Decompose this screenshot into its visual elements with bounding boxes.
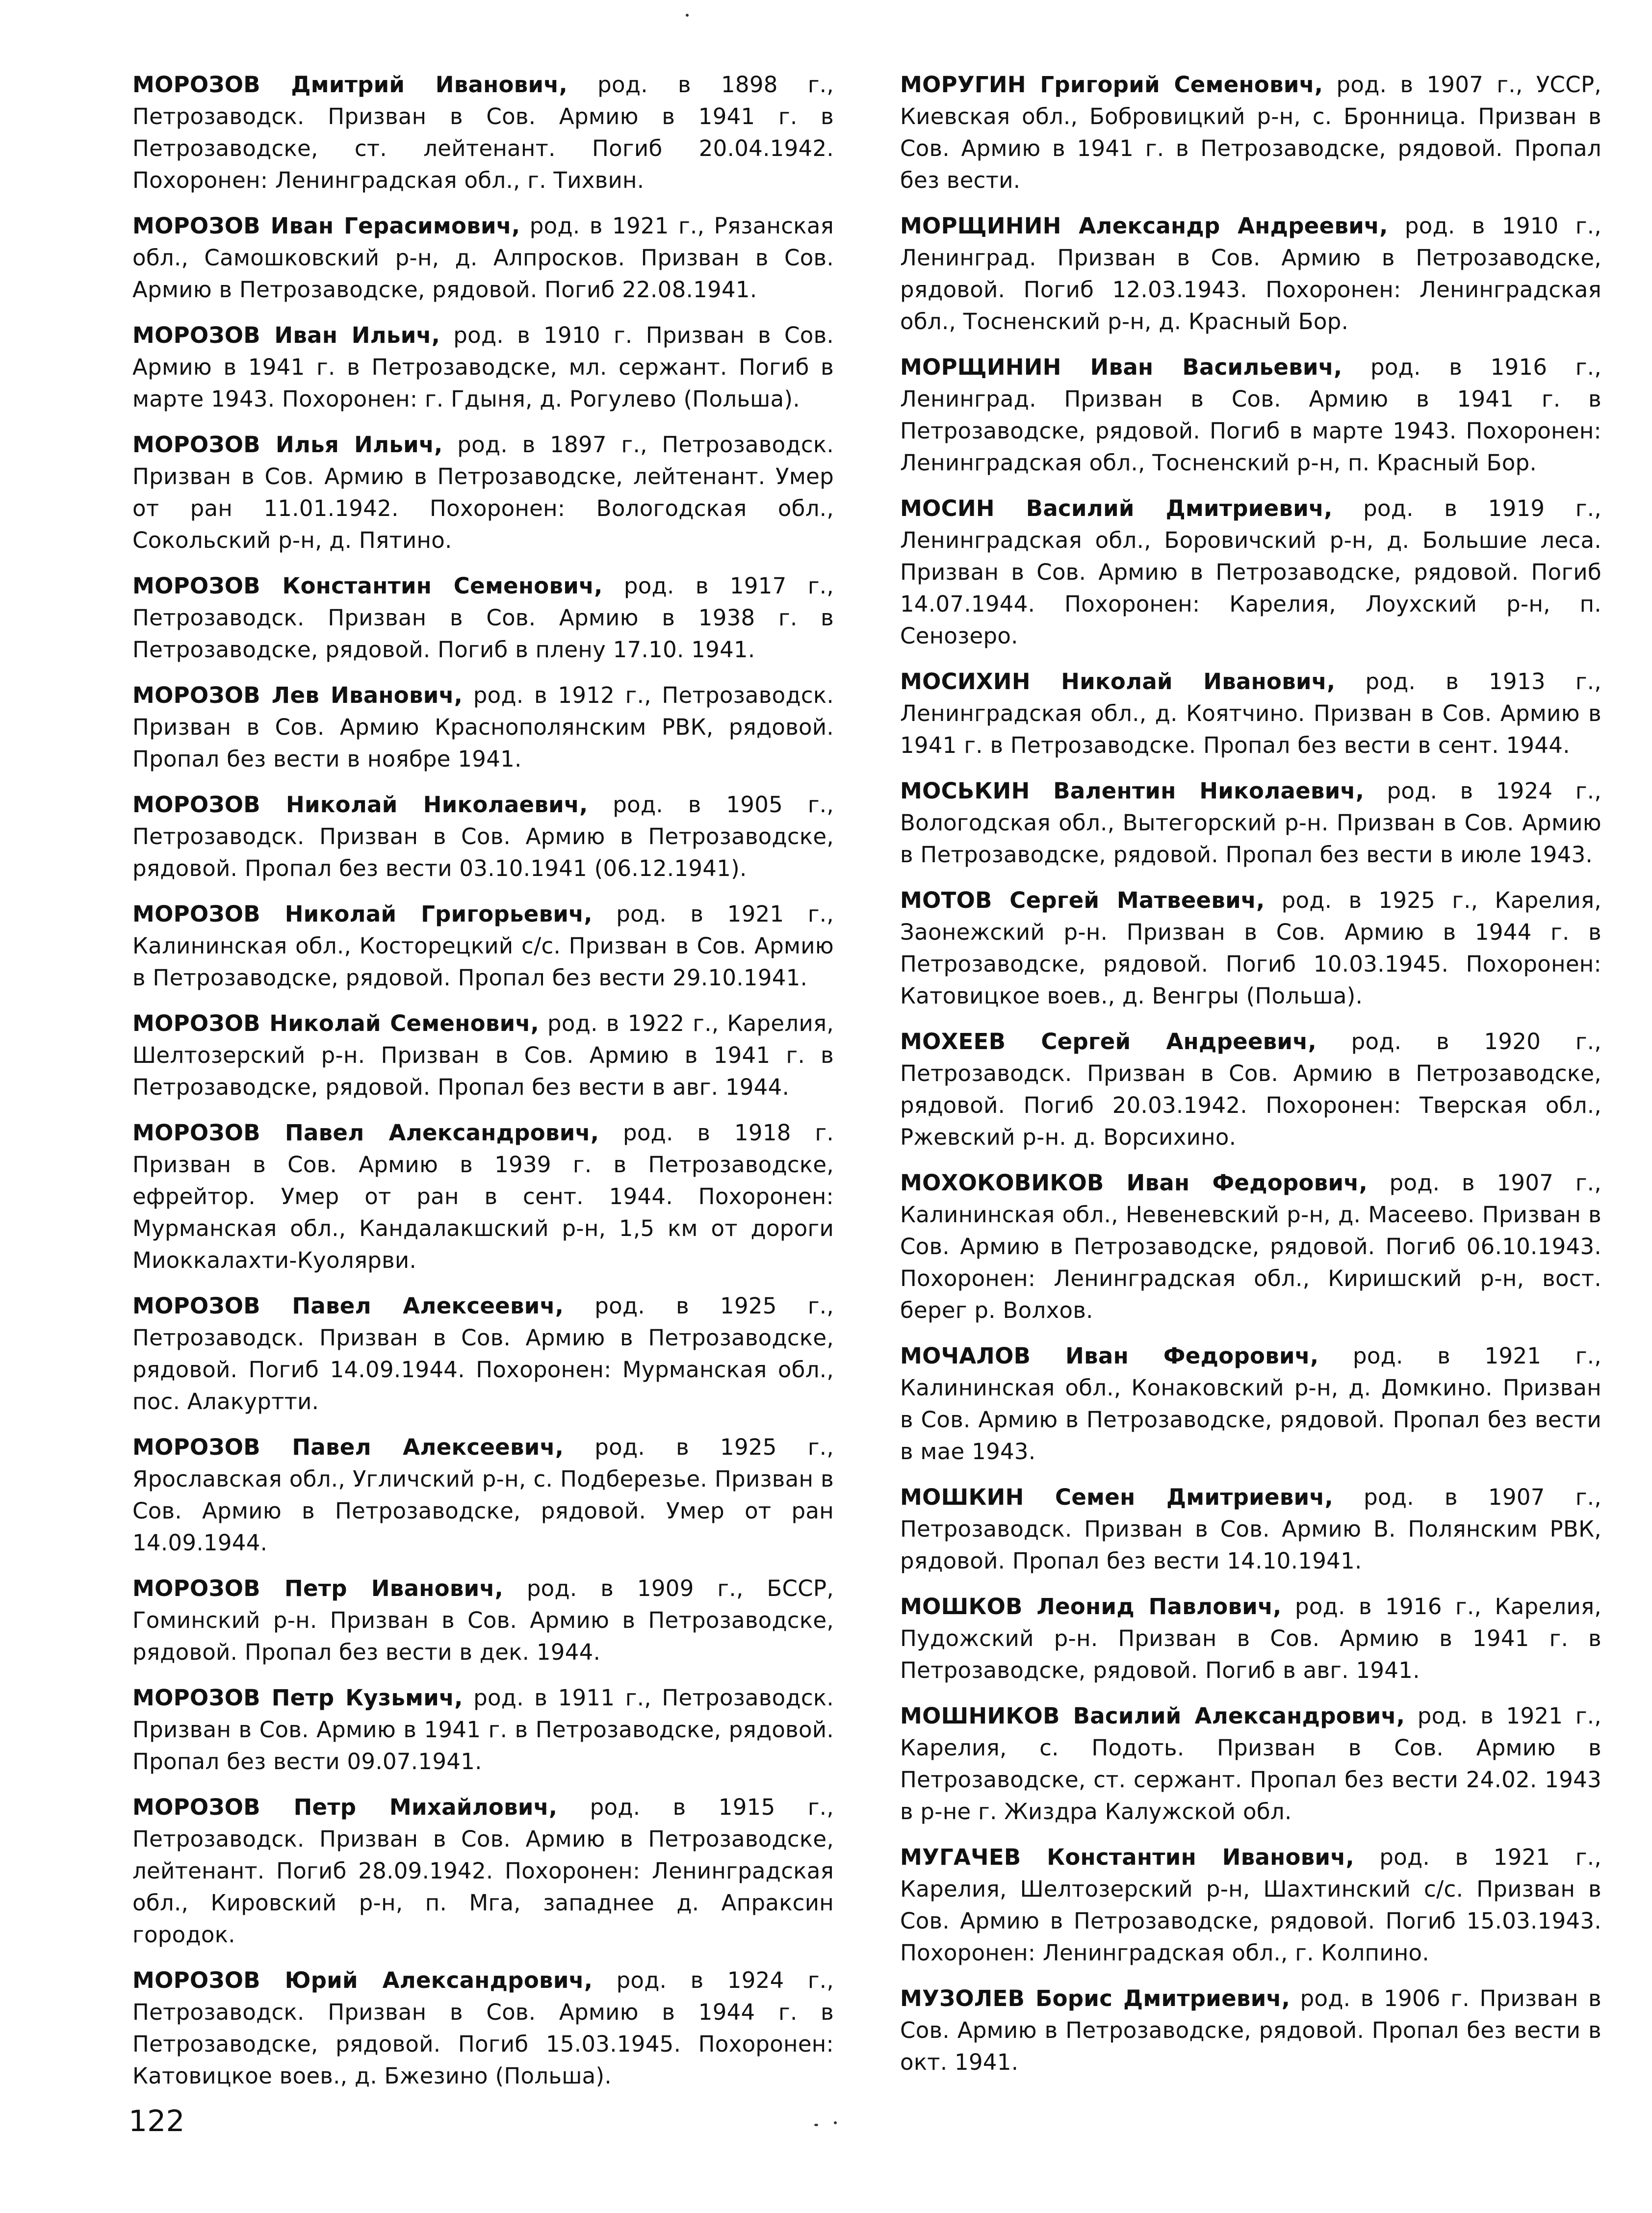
entry bbox=[132, 319, 834, 415]
entry-text: род. в 1897 г., Петрозаводск. Призван в Сов. Армию в Петрозаводске, лейтенант. Умер от ран 11.01.1942. Похоронен: Вологодская обл., Сокольский р-н, д. Пятино. bbox=[132, 432, 834, 553]
entry bbox=[900, 69, 1601, 196]
right-column bbox=[900, 69, 1601, 2092]
entry bbox=[132, 429, 834, 556]
entry-name: МОРУГИН Григорий Семенович, bbox=[900, 72, 1323, 98]
entry-text: род. в 1924 г., Вологодская обл., Вытегорский р-н. Призван в Сов. Армию в Петрозаводске, рядовой. Пропал без вести в июле 1943. bbox=[900, 778, 1601, 868]
entry-text: род. в 1921 г., Карелия, с. Подоть. Призван в Сов. Армию в Петрозаводске, ст. сержант. Пропал без вести 24.02. 1943 в р-не г. Жиздра Калужской обл. bbox=[900, 1703, 1601, 1825]
entry bbox=[900, 1841, 1601, 1969]
entry-name: МОРОЗОВ Павел Алексеевич, bbox=[132, 1293, 564, 1319]
entry-text: род. в 1921 г., Калининская обл., Конаковский р-н, д. Домкино. Призван в Сов. Армию в Петрозаводске, рядовой. Пропал без вести в мае 1943. bbox=[900, 1343, 1602, 1465]
entry-name: МОРОЗОВ Николай Григорьевич, bbox=[132, 901, 593, 927]
entry-name: МОРОЗОВ Николай Николаевич, bbox=[132, 792, 588, 818]
entry-text: род. в 1925 г., Ярославская обл., Угличский р-н, с. Подберезье. Призван в Сов. Армию в Петрозаводске, рядовой. Умер от ран 14.09.1944. bbox=[132, 1434, 834, 1556]
entry-name: МОХЕЕВ Сергей Андреевич, bbox=[900, 1029, 1316, 1055]
entry-text: род. в 1916 г., Ленинград. Призван в Сов. Армию в 1941 г. в Петрозаводске, рядовой. Погиб в марте 1943. Похоронен: Ленинградская обл., Тосненский р-н, п. Красный Бор. bbox=[900, 354, 1601, 476]
entry bbox=[900, 1982, 1601, 2078]
entry-text: род. в 1905 г., Петрозаводск. Призван в Сов. Армию в Петрозаводске, рядовой. Пропал без вести 03.10.1941 (06.12.1941). bbox=[132, 792, 834, 881]
entry-name: МОХОКОВИКОВ Иван Федорович, bbox=[900, 1170, 1368, 1196]
entry-name: МУГАЧЕВ Константин Иванович, bbox=[900, 1844, 1354, 1870]
entry-text: род. в 1918 г. Призван в Сов. Армию в 1939 г. в Петрозаводске, ефрейтор. Умер от ран в сент. 1944. Похоронен: Мурманская обл., Кандалакшский р-н, 1,5 км от дороги Миоккалахти-Куолярви. bbox=[132, 1120, 834, 1273]
entry bbox=[132, 1117, 834, 1276]
entry-text: род. в 1910 г., Ленинград. Призван в Сов. Армию в Петрозаводске, рядовой. Погиб 12.03.1943. Похоронен: Ленинградская обл., Тосненский р-н, д. Красный Бор. bbox=[900, 213, 1601, 335]
entry bbox=[132, 1572, 834, 1668]
entry bbox=[900, 351, 1601, 479]
entry-name: МОРОЗОВ Петр Иванович, bbox=[132, 1575, 504, 1601]
entry bbox=[900, 666, 1601, 761]
entry-text: род. в 1924 г., Петрозаводск. Призван в Сов. Армию в 1944 г. в Петрозаводске, рядовой. Погиб 15.03.1945. Похоронен: Катовицкое воев., д. Бжезино (Польша). bbox=[132, 1967, 834, 2089]
entry-name: МОРОЗОВ Петр Михайлович, bbox=[132, 1794, 558, 1820]
entry-text: род. в 1917 г., Петрозаводск. Призван в Сов. Армию в 1938 г. в Петрозаводске, рядовой. Погиб в плену 17.10. 1941. bbox=[132, 573, 834, 663]
entry bbox=[900, 1340, 1601, 1467]
entry bbox=[132, 1007, 834, 1103]
entry bbox=[132, 789, 834, 884]
entry-name: МОРЩИНИН Иван Васильевич, bbox=[900, 354, 1342, 380]
entry-text: род. в 1925 г., Петрозаводск. Призван в Сов. Армию в Петрозаводске, рядовой. Погиб 14.09.1944. Похоронен: Мурманская обл., пос. Алакуртти. bbox=[132, 1293, 834, 1415]
entry-name: МОРОЗОВ Павел Алексеевич, bbox=[132, 1434, 564, 1460]
entry-name: МОШКИН Семен Дмитриевич, bbox=[900, 1484, 1334, 1510]
entry-name: МОСИХИН Николай Иванович, bbox=[900, 669, 1336, 695]
entry bbox=[132, 1431, 834, 1559]
entry-name: МУЗОЛЕВ Борис Дмитриевич, bbox=[900, 1985, 1291, 2011]
entry bbox=[900, 1167, 1601, 1326]
entry-name: МОРОЗОВ Николай Семенович, bbox=[132, 1010, 540, 1036]
entry bbox=[900, 1700, 1601, 1827]
entry-name: МОРЩИНИН Александр Андреевич, bbox=[900, 213, 1388, 239]
entry-text: род. в 1912 г., Петрозаводск. Призван в Сов. Армию Краснополянским РВК, рядовой. Пропал без вести в ноябре 1941. bbox=[132, 682, 834, 772]
entry bbox=[900, 775, 1601, 871]
entry bbox=[132, 1682, 834, 1777]
entry-name: МОРОЗОВ Иван Ильич, bbox=[132, 322, 440, 348]
entry-name: МОШКОВ Леонид Павлович, bbox=[900, 1594, 1282, 1620]
entry-name: МОРОЗОВ Константин Семенович, bbox=[132, 573, 603, 599]
entry-name: МОРОЗОВ Павел Александрович, bbox=[132, 1120, 599, 1146]
entry bbox=[900, 1481, 1601, 1577]
entry-name: МОШНИКОВ Василий Александрович, bbox=[900, 1703, 1405, 1729]
entry-text: род. в 1898 г., Петрозаводск. Призван в Сов. Армию в 1941 г. в Петрозаводске, ст. лейтенант. Погиб 20.04.1942. Похоронен: Ленинградская обл., г. Тихвин. bbox=[132, 72, 834, 193]
entry-text: род. в 1920 г., Петрозаводск. Призван в Сов. Армию в Петрозаводске, рядовой. Погиб 20.03.1942. Похоронен: Тверская обл., Ржевский р-н. д. Ворсихино. bbox=[900, 1029, 1601, 1150]
entry bbox=[132, 69, 834, 196]
entry bbox=[900, 1026, 1601, 1153]
entry bbox=[132, 898, 834, 994]
entry bbox=[132, 1964, 834, 2092]
entry bbox=[900, 884, 1601, 1012]
entry-text: род. в 1916 г., Карелия, Пудожский р-н. Призван в Сов. Армию в 1941 г. в Петрозаводске, рядовой. Погиб в авг. 1941. bbox=[900, 1594, 1601, 1683]
entry-text: род. в 1910 г. Призван в Сов. Армию в 1941 г. в Петрозаводске, мл. сержант. Погиб в марте 1943. Похоронен: г. Гдыня, д. Рогулево (Польша). bbox=[132, 322, 834, 412]
entry bbox=[900, 1591, 1601, 1686]
entry-name: МОРОЗОВ Иван Герасимович, bbox=[132, 213, 520, 239]
entry-name: МОСЬКИН Валентин Николаевич, bbox=[900, 778, 1365, 804]
entry-name: МОТОВ Сергей Матвеевич, bbox=[900, 887, 1265, 913]
entry-text: род. в 1921 г., Калининская обл., Косторецкий с/с. Призван в Сов. Армию в Петрозаводске, рядовой. Пропал без вести 29.10.1941. bbox=[132, 901, 834, 991]
entry bbox=[132, 570, 834, 666]
print-speck bbox=[686, 14, 689, 17]
entry-name: МОЧАЛОВ Иван Федорович, bbox=[900, 1343, 1319, 1369]
entry bbox=[900, 492, 1601, 652]
entry-text: род. в 1919 г., Ленинградская обл., Боровичский р-н, д. Большие леса. Призван в Сов. Армию в Петрозаводске, рядовой. Погиб 14.07.1944. Похоронен: Карелия, Лоухский р-н, п. Сенозеро. bbox=[900, 495, 1602, 649]
entry-name: МОРОЗОВ Илья Ильич, bbox=[132, 432, 443, 458]
entry-text: род. в 1906 г. Призван в Сов. Армию в Петрозаводске, рядовой. Пропал без вести в окт. 1941. bbox=[900, 1985, 1601, 2075]
entry-name: МОРОЗОВ Дмитрий Иванович, bbox=[132, 72, 568, 98]
entry-text: род. в 1907 г., Петрозаводск. Призван в Сов. Армию В. Полянским РВК, рядовой. Пропал без вести 14.10.1941. bbox=[900, 1484, 1601, 1574]
entry bbox=[132, 210, 834, 306]
print-speck bbox=[814, 2124, 818, 2126]
left-column bbox=[132, 69, 834, 2106]
entry bbox=[132, 1290, 834, 1417]
print-speck bbox=[834, 2121, 837, 2124]
entry-name: МОСИН Василий Дмитриевич, bbox=[900, 495, 1333, 521]
entry-text: род. в 1913 г., Ленинградская обл., д. Коятчино. Призван в Сов. Армию в 1941 г. в Петрозаводске. Пропал без вести в сент. 1944. bbox=[900, 669, 1601, 758]
entry bbox=[132, 1791, 834, 1951]
entry-text: род. в 1907 г., Калининская обл., Невеневский р-н, д. Масеево. Призван в Сов. Армию в Петрозаводске, рядовой. Погиб 06.10.1943. Похоронен: Ленинградская обл., Киришский р-н, вост. берег р. Волхов. bbox=[900, 1170, 1602, 1323]
page-number: 122 bbox=[129, 2104, 185, 2138]
entry-text: род. в 1909 г., БССР, Гоминский р-н. Призван в Сов. Армию в Петрозаводске, рядовой. Пропал без вести в дек. 1944. bbox=[132, 1575, 834, 1665]
entry-text: род. в 1925 г., Карелия, Заонежский р-н. Призван в Сов. Армию в 1944 г. в Петрозаводске, рядовой. Погиб 10.03.1945. Похоронен: Катовицкое воев., д. Венгры (Польша). bbox=[900, 887, 1602, 1009]
entry-text: род. в 1921 г., Карелия, Шелтозерский р-н, Шахтинский с/с. Призван в Сов. Армию в Петрозаводске, рядовой. Погиб 15.03.1943. Похоронен: Ленинградская обл., г. Колпино. bbox=[900, 1844, 1602, 1966]
entry-text: род. в 1922 г., Карелия, Шелтозерский р-н. Призван в Сов. Армию в 1941 г. в Петрозаводске, рядовой. Пропал без вести в авг. 1944. bbox=[132, 1010, 834, 1100]
entry bbox=[900, 210, 1601, 337]
entry-name: МОРОЗОВ Лев Иванович, bbox=[132, 682, 463, 708]
entry-name: МОРОЗОВ Юрий Александрович, bbox=[132, 1967, 593, 1993]
entry-text: род. в 1921 г., Рязанская обл., Самошковский р-н, д. Алпросков. Призван в Сов. Армию в Петрозаводске, рядовой. Погиб 22.08.1941. bbox=[132, 213, 834, 303]
entry-text: род. в 1915 г., Петрозаводск. Призван в Сов. Армию в Петрозаводске, лейтенант. Погиб 28.09.1942. Похоронен: Ленинградская обл., Кировский р-н, п. Мга, западнее д. Апраксин городок. bbox=[132, 1794, 834, 1948]
entry bbox=[132, 679, 834, 775]
entry-text: род. в 1911 г., Петрозаводск. Призван в Сов. Армию в 1941 г. в Петрозаводске, рядовой. Пропал без вести 09.07.1941. bbox=[132, 1685, 834, 1775]
entry-text: род. в 1907 г., УССР, Киевская обл., Бобровицкий р-н, с. Бронница. Призван в Сов. Армию в 1941 г. в Петрозаводске, рядовой. Пропал без вести. bbox=[900, 72, 1601, 193]
entry-name: МОРОЗОВ Петр Кузьмич, bbox=[132, 1685, 463, 1711]
